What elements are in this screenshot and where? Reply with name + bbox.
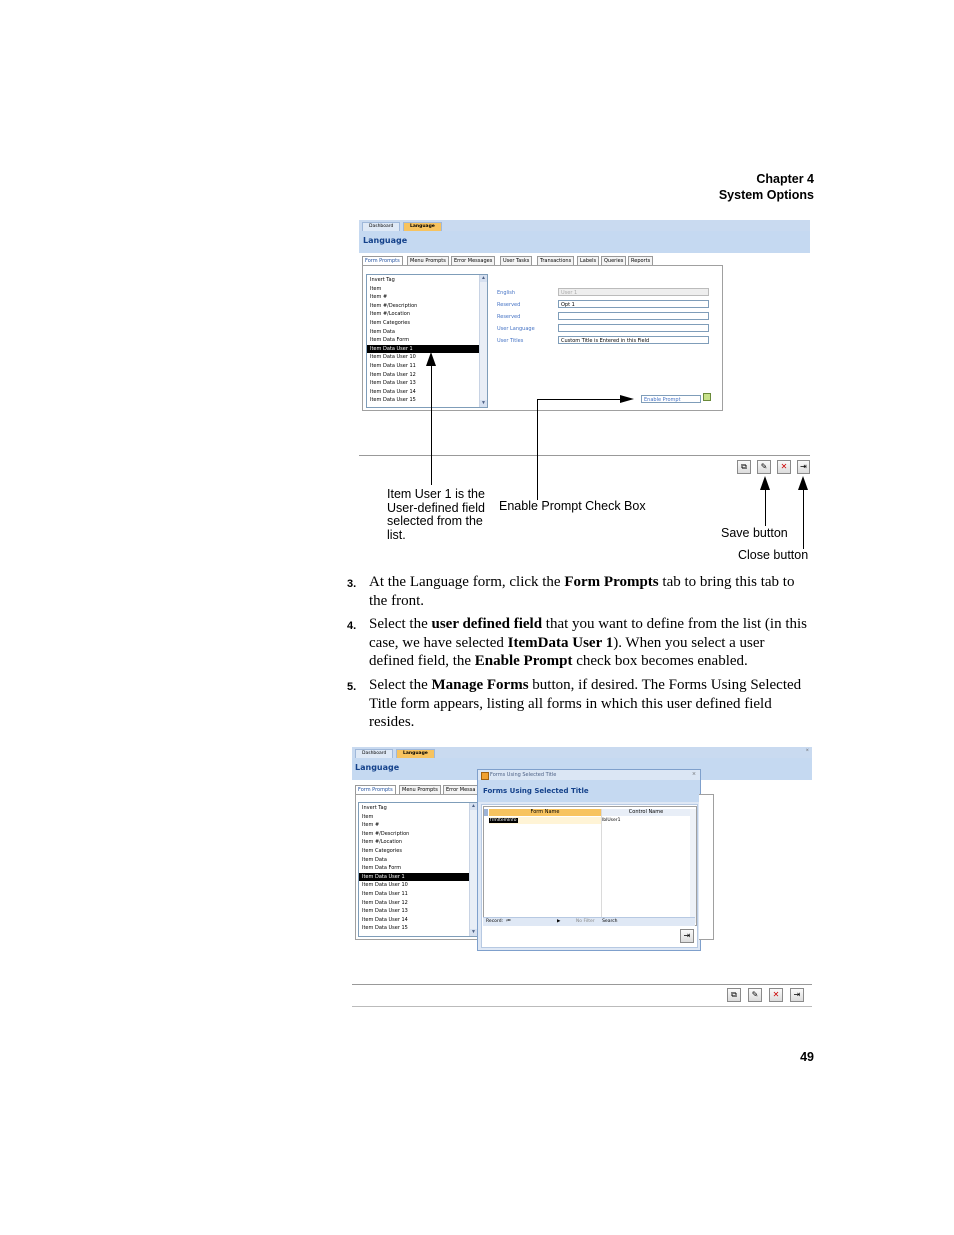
delete-x-icon: ✕ xyxy=(772,990,780,999)
list-item[interactable]: Invert Tag xyxy=(362,805,387,811)
reserved-field-2[interactable] xyxy=(558,312,709,320)
callout-line-close xyxy=(803,489,804,549)
list-item[interactable]: Item Data User 10 xyxy=(370,354,416,361)
close-tab-icon[interactable]: × xyxy=(805,748,809,754)
cell-control-name[interactable]: lblUser1 xyxy=(602,818,621,823)
background-panel-edge xyxy=(699,794,714,940)
step-5 xyxy=(347,676,813,732)
forms-using-title-screenshot xyxy=(352,747,812,1009)
callout-save-text: Save button xyxy=(721,526,788,540)
form-icon xyxy=(481,772,489,780)
exit-icon: ⇥ xyxy=(683,931,691,940)
first-record-icon[interactable]: ⏮ xyxy=(506,919,511,924)
divider xyxy=(352,984,812,985)
list-item[interactable]: Item #/Location xyxy=(370,311,410,318)
dialog-close-button[interactable] xyxy=(680,929,694,943)
dialog-close-icon[interactable]: × xyxy=(692,770,696,778)
step-number: 3. xyxy=(347,578,357,590)
column-header-control-name[interactable]: Control Name xyxy=(602,809,690,816)
record-navigator xyxy=(483,917,695,926)
tab-error-messages[interactable]: Error Messa xyxy=(443,785,478,794)
list-item[interactable]: Item # xyxy=(362,822,380,829)
step-text: Select the user defined field that you want to define from the list (in this case, we have selected ItemData User 1). When you select a user defined field, the Enable Prompt check box becomes enabled. xyxy=(369,616,808,669)
form-tab-row xyxy=(355,785,475,794)
tab-error-messages[interactable]: Error Messages xyxy=(451,256,495,265)
list-item[interactable]: Item Data User 12 xyxy=(362,899,408,906)
list-item[interactable]: Item Data User 1 xyxy=(367,345,487,354)
delete-x-icon: ✕ xyxy=(780,462,788,471)
save-icon: ✎ xyxy=(760,462,768,471)
form-prompts-panel xyxy=(362,265,723,411)
divider-bottom xyxy=(352,1006,812,1007)
next-record-icon[interactable]: ▶ xyxy=(557,919,561,924)
tab-labels[interactable]: Labels xyxy=(577,256,599,265)
page-number: 49 xyxy=(800,1050,814,1064)
reserved-field-1[interactable]: Opt 1 xyxy=(558,300,709,308)
divider xyxy=(359,455,810,456)
dialog-heading: Forms Using Selected Title xyxy=(478,780,700,802)
list-item[interactable]: Item Categories xyxy=(370,319,410,326)
list-item[interactable]: Item Data User 13 xyxy=(362,908,408,915)
arrow-to-enable-prompt xyxy=(620,395,634,403)
user-field-list[interactable] xyxy=(366,274,488,408)
callout-line-list xyxy=(431,365,432,485)
list-item[interactable]: Item xyxy=(362,813,374,820)
tab-reports[interactable]: Reports xyxy=(628,256,653,265)
list-item[interactable]: Item xyxy=(370,285,382,292)
exit-icon: ⇥ xyxy=(793,990,801,999)
tab-language[interactable]: Language xyxy=(403,222,442,231)
tab-dashboard[interactable]: Dashboard xyxy=(355,749,393,758)
arrow-to-list-item xyxy=(426,352,436,366)
field-label-english: English xyxy=(497,290,516,296)
language-form-screenshot xyxy=(359,220,810,478)
column-divider xyxy=(601,809,602,923)
tab-form-prompts[interactable]: Form Prompts xyxy=(362,256,403,265)
tab-language[interactable]: Language xyxy=(396,749,435,758)
tab-form-prompts[interactable]: Form Prompts xyxy=(355,785,396,794)
step-number: 4. xyxy=(347,620,357,632)
callout-line-enable-h xyxy=(537,399,621,400)
list-item[interactable]: Item Data User 13 xyxy=(370,380,416,387)
user-titles-field[interactable]: Custom Title is Entered in this Field xyxy=(558,336,709,344)
save-button[interactable] xyxy=(748,988,762,1002)
callout-enable-text: Enable Prompt Check Box xyxy=(499,499,646,513)
list-item[interactable]: Item Data User 15 xyxy=(362,925,408,932)
list-item[interactable]: Item #/Description xyxy=(370,302,418,309)
row-selector[interactable] xyxy=(484,809,488,816)
callout-line-save xyxy=(765,489,766,526)
list-item[interactable]: Item # xyxy=(370,294,388,301)
dialog-body xyxy=(481,804,698,948)
scroll-down-icon[interactable]: ▼ xyxy=(481,401,486,406)
user-language-field[interactable] xyxy=(558,324,709,332)
section-label: System Options xyxy=(718,188,814,202)
step-4 xyxy=(347,615,813,671)
list-item[interactable]: Item Data User 14 xyxy=(362,916,408,923)
manage-forms-icon: ⧉ xyxy=(731,990,737,999)
list-item[interactable]: Item Data User 11 xyxy=(362,890,408,897)
list-item[interactable]: Item Data User 15 xyxy=(370,397,416,404)
form-tab-row xyxy=(362,256,682,265)
tab-menu-prompts[interactable]: Menu Prompts xyxy=(399,785,441,794)
english-field: User 1 xyxy=(558,288,709,296)
list-item[interactable]: Item Data User 12 xyxy=(370,371,416,378)
arrow-to-close xyxy=(798,476,808,490)
step-text: Select the Manage Forms button, if desired. The Forms Using Selected Title form appears, listing all forms in which this user defined field resides. xyxy=(369,677,802,730)
tab-dashboard[interactable]: Dashboard xyxy=(362,222,400,231)
no-filter-label[interactable]: No Filter xyxy=(575,919,595,924)
list-item[interactable]: Item Data User 10 xyxy=(362,882,408,889)
scroll-up-icon[interactable]: ▲ xyxy=(471,804,476,809)
list-item[interactable]: Item Data Form xyxy=(362,865,402,872)
list-item[interactable]: Item Data Form xyxy=(370,337,410,344)
forms-using-selected-title-dialog xyxy=(477,769,701,951)
enable-prompt-label: Enable Prompt xyxy=(641,395,701,403)
tab-queries[interactable]: Queries xyxy=(601,256,626,265)
list-item[interactable]: Invert Tag xyxy=(370,277,395,283)
cell-form-name[interactable]: frmItemInfo xyxy=(489,817,601,824)
callout-close-text: Close button xyxy=(738,548,809,562)
search-label[interactable]: Search xyxy=(602,919,618,924)
list-item[interactable]: Item Data xyxy=(362,856,387,863)
tab-transactions[interactable]: Transactions xyxy=(537,256,574,265)
enable-prompt-checkbox[interactable] xyxy=(703,393,711,401)
callout-list-text: Item User 1 is the User-defined field selected from the list. xyxy=(387,487,485,542)
dialog-window-title: Forms Using Selected Title xyxy=(490,772,557,778)
delete-button[interactable] xyxy=(777,460,791,474)
save-button[interactable] xyxy=(757,460,771,474)
scroll-down-icon[interactable]: ▼ xyxy=(471,930,476,935)
column-header-form-name[interactable]: Form Name xyxy=(489,809,602,816)
chapter-label: Chapter 4 xyxy=(756,172,814,186)
close-button[interactable] xyxy=(797,460,810,474)
scroll-up-icon[interactable]: ▲ xyxy=(481,276,486,281)
form-title: Language xyxy=(359,231,810,253)
list-item[interactable]: Item #/Location xyxy=(362,839,402,846)
forms-datasheet xyxy=(483,806,697,926)
form-title: Language xyxy=(352,758,812,780)
exit-icon: ⇥ xyxy=(800,462,807,471)
list-scrollbar[interactable] xyxy=(479,275,487,407)
step-3 xyxy=(347,573,813,610)
list-item[interactable]: Item Categories xyxy=(362,847,402,854)
manage-forms-icon: ⧉ xyxy=(741,462,747,471)
delete-button[interactable] xyxy=(769,988,783,1002)
list-item[interactable]: Item Data xyxy=(370,328,395,335)
list-item[interactable]: Item Data User 1 xyxy=(359,873,477,882)
save-icon: ✎ xyxy=(751,990,759,999)
field-label-reserved-2: Reserved xyxy=(497,314,521,320)
list-item[interactable]: Item Data User 14 xyxy=(370,388,416,395)
tab-menu-prompts[interactable]: Menu Prompts xyxy=(407,256,449,265)
list-item[interactable]: Item #/Description xyxy=(362,830,410,837)
record-label: Record: xyxy=(486,919,504,924)
field-label-user-titles: User Titles xyxy=(497,338,524,344)
datasheet-scrollbar[interactable] xyxy=(690,809,696,923)
arrow-to-save xyxy=(760,476,770,490)
field-label-reserved-1: Reserved xyxy=(497,302,521,308)
step-number: 5. xyxy=(347,681,357,693)
manage-forms-button[interactable] xyxy=(737,460,751,474)
step-text: At the Language form, click the Form Prompts tab to bring this tab to the front. xyxy=(369,574,795,609)
list-item[interactable]: Item Data User 11 xyxy=(370,362,416,369)
manage-forms-button[interactable] xyxy=(727,988,741,1002)
user-field-list[interactable] xyxy=(358,802,478,937)
field-label-user-language: User Language xyxy=(497,326,535,332)
tab-user-tasks[interactable]: User Tasks xyxy=(500,256,532,265)
list-scrollbar[interactable] xyxy=(469,803,477,936)
close-button[interactable] xyxy=(790,988,804,1002)
callout-line-enable xyxy=(537,399,538,500)
